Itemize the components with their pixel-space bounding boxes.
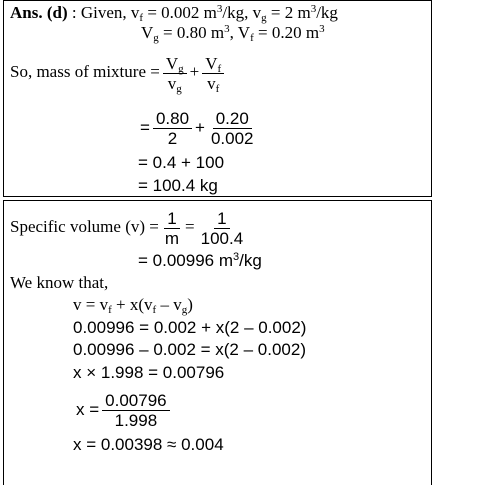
given-line-2: $V_g = 0.80$ $m^3$, $V_f = 0.20$ $m^3$ xyxy=(141,23,325,44)
quality-equation: $v = v_f + x(v_f - v_g)$ xyxy=(73,295,193,316)
we-know-that: We know that, xyxy=(10,273,109,292)
step-2-result: = 100.4 kg xyxy=(138,176,218,195)
x-fraction-line: x = $\frac{0.00796}{1.998}$ xyxy=(76,387,173,433)
fraction-Vf-vf: $\frac{V_f}{v_f}$ xyxy=(202,54,224,93)
specific-volume-result: = 0.00996 $m^3/kg$ xyxy=(138,251,262,270)
equation-line-4: x × 1.998 = 0.00796 xyxy=(73,363,225,382)
final-answer: x = 0.00398 ≈ 0.004 xyxy=(73,435,224,454)
answer-box-quality xyxy=(3,200,432,485)
answer-box-mass xyxy=(3,0,432,197)
mass-of-mixture-line: So, mass of mixture = $\frac{V_g}{v_g}$ + $\frac{V_f}{v_f}$ xyxy=(10,53,227,93)
answer-label: Ans. (d) xyxy=(10,3,68,22)
equation-line-2: 0.00996 = 0.002 + x(2 – 0.002) xyxy=(73,318,307,337)
step-1: = 0.4 + 100 xyxy=(138,153,225,172)
equation-line-3: 0.00996 – 0.002 = x(2 – 0.002) xyxy=(73,340,306,359)
fraction-x: $\frac{0.00796}{1.998}$ xyxy=(102,391,169,430)
fraction-1-m: $\frac{1}{m}$ xyxy=(164,208,180,248)
given-line-1: Ans. (d) : Given, $v_f = 0.002$ $m^3/kg$, $v_g = 2$ $m^3/kg$ xyxy=(10,3,338,24)
fraction-1-1004: $\frac{1}{100.4}$ xyxy=(200,208,244,248)
numeric-fractions-line: = $\frac{0.80}{2}$ + $\frac{0.20}{0.002}$ xyxy=(140,105,260,151)
fraction-020-0002: $\frac{0.20}{0.002}$ xyxy=(210,109,254,149)
specific-volume-line: Specific volume (v) = $\frac{1}{m}$ = $\frac{1}{100.4}$ xyxy=(10,206,249,248)
fraction-080-2: $\frac{0.80}{2}$ xyxy=(153,109,192,148)
fraction-Vg-vg: $\frac{V_g}{v_g}$ xyxy=(163,54,187,93)
